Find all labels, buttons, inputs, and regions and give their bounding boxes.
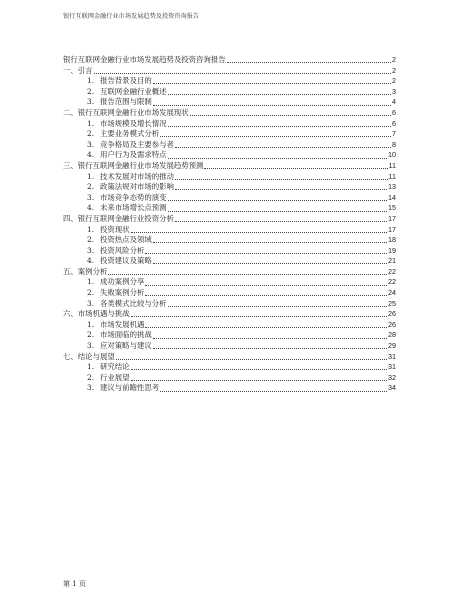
toc-dot-leader (227, 62, 391, 63)
toc-entry-page-number: 8 (392, 139, 396, 149)
toc-entry-title: 失败案例分析 (100, 288, 145, 298)
toc-subsection-entry[interactable] (63, 150, 396, 161)
toc-entry-title: 一、引言 (63, 65, 93, 75)
toc-subsection-entry[interactable] (63, 87, 396, 98)
toc-entry-title: 研究结论 (100, 362, 130, 372)
toc-entry-page-number: 4 (392, 97, 396, 107)
toc-section-entry[interactable] (63, 267, 396, 278)
toc-entry-number: 1. (87, 224, 95, 234)
toc-dot-leader (168, 94, 391, 95)
toc-dot-leader (145, 327, 387, 328)
toc-entry-page-number: 17 (388, 224, 396, 234)
toc-entry-page-number: 10 (388, 150, 396, 160)
toc-dot-leader (108, 274, 387, 275)
toc-entry-number: 2. (87, 288, 95, 298)
toc-dot-leader (145, 285, 387, 286)
toc-entry-page-number: 17 (388, 213, 396, 223)
toc-dot-leader (153, 263, 387, 264)
toc-entry-title: 各类模式比较与分析 (100, 298, 167, 308)
toc-dot-leader (168, 126, 391, 127)
toc-entry-number: 1. (87, 118, 95, 128)
toc-dot-leader (204, 168, 387, 169)
toc-subsection-entry[interactable] (63, 341, 396, 352)
toc-entry-number: 4. (87, 150, 95, 160)
toc-entry-title: 竞争格局及主要参与者 (100, 139, 174, 149)
toc-entry-number: 1. (87, 277, 95, 287)
toc-entry-number: 2. (87, 129, 95, 139)
toc-entry-number: 2. (87, 330, 95, 340)
toc-entry-title: 未来市场增长点预测 (100, 203, 167, 213)
toc-entry-title: 主要业务模式分析 (100, 129, 160, 139)
toc-section-entry[interactable] (63, 66, 396, 77)
toc-entry-title: 投资热点及领域 (100, 235, 152, 245)
toc-entry-title: 报告范围与限制 (100, 97, 152, 107)
toc-dot-leader (175, 221, 387, 222)
running-header: 银行互联网金融行业市场发展趋势及投资咨询报告 (63, 13, 200, 20)
toc-entry-title: 三、银行互联网金融行业市场发展趋势预测 (63, 160, 204, 170)
toc-entry-page-number: 31 (388, 351, 396, 361)
toc-dot-leader (190, 115, 391, 116)
toc-entry-page-number: 24 (388, 288, 396, 298)
toc-entry-page-number: 6 (392, 107, 396, 117)
toc-entry-page-number: 26 (388, 319, 396, 329)
toc-entry-page-number: 11 (388, 160, 396, 170)
toc-entry-number: 4. (87, 203, 95, 213)
toc-entry-number: 3. (87, 139, 95, 149)
toc-section-entry[interactable] (63, 309, 396, 320)
toc-dot-leader (160, 391, 387, 392)
toc-entry-page-number: 22 (388, 277, 396, 287)
toc-entry-page-number: 2 (392, 76, 396, 86)
toc-dot-leader (131, 369, 387, 370)
toc-entry-title: 五、案例分析 (63, 266, 108, 276)
toc-entry-number: 1. (87, 171, 95, 181)
toc-entry-page-number: 18 (388, 235, 396, 245)
toc-entry-title: 七、结论与展望 (63, 351, 115, 361)
toc-entry-page-number: 26 (388, 309, 396, 319)
toc-entry-number: 3. (87, 383, 95, 393)
toc-dot-leader (116, 359, 387, 360)
toc-subsection-entry[interactable] (63, 225, 396, 236)
toc-entry-number: 4. (87, 256, 95, 266)
toc-entry-title: 应对策略与建议 (100, 341, 152, 351)
toc-entry-page-number: 21 (388, 256, 396, 266)
toc-dot-leader (175, 189, 387, 190)
toc-entry-number: 3. (87, 298, 95, 308)
toc-dot-leader (153, 338, 387, 339)
toc-dot-leader (145, 253, 387, 254)
toc-dot-leader (175, 147, 391, 148)
toc-entry-page-number: 32 (388, 372, 396, 382)
toc-subsection-entry[interactable] (63, 129, 396, 140)
toc-entry-number: 1. (87, 362, 95, 372)
toc-entry-number: 3. (87, 341, 95, 351)
toc-entry-page-number: 22 (388, 266, 396, 276)
toc-entry-title: 政策法规对市场的影响 (100, 182, 174, 192)
toc-entry-title: 市场面临的挑战 (100, 330, 152, 340)
toc-entry-title: 投资建议及策略 (100, 256, 152, 266)
toc-entry-page-number: 7 (392, 129, 396, 139)
toc-title-entry[interactable] (63, 55, 396, 66)
toc-subsection-entry[interactable] (63, 182, 396, 193)
toc-subsection-entry[interactable] (63, 235, 396, 246)
toc-dot-leader (175, 179, 388, 180)
table-of-contents (63, 55, 396, 394)
toc-subsection-entry[interactable] (63, 246, 396, 257)
toc-dot-leader (145, 295, 387, 296)
toc-subsection-entry[interactable] (63, 76, 396, 87)
toc-entry-page-number: 13 (388, 182, 396, 192)
toc-entry-title: 报告背景及目的 (100, 76, 152, 86)
toc-entry-page-number: 29 (388, 341, 396, 351)
toc-dot-leader (168, 211, 387, 212)
toc-entry-title: 互联网金融行业概述 (100, 86, 167, 96)
toc-entry-number: 3. (87, 245, 95, 255)
toc-subsection-entry[interactable] (63, 172, 396, 183)
toc-subsection-entry[interactable] (63, 119, 396, 130)
toc-dot-leader (160, 136, 391, 137)
toc-entry-page-number: 14 (388, 192, 396, 202)
toc-dot-leader (153, 105, 391, 106)
toc-entry-page-number: 2 (392, 55, 396, 64)
toc-entry-number: 3. (87, 97, 95, 107)
toc-dot-leader (131, 316, 387, 317)
toc-subsection-entry[interactable] (63, 362, 396, 373)
toc-dot-leader (94, 73, 391, 74)
toc-entry-page-number: 15 (388, 203, 396, 213)
toc-entry-title: 投资风险分析 (100, 245, 145, 255)
toc-subsection-entry[interactable] (63, 277, 396, 288)
toc-entry-page-number: 2 (392, 65, 396, 75)
toc-subsection-entry[interactable] (63, 97, 396, 108)
toc-dot-leader (168, 200, 387, 201)
toc-section-entry[interactable] (63, 161, 396, 172)
toc-entry-number: 1. (87, 319, 95, 329)
toc-entry-page-number: 19 (388, 245, 396, 255)
toc-dot-leader (153, 348, 387, 349)
toc-entry-page-number: 6 (392, 118, 396, 128)
toc-entry-number: 2. (87, 86, 95, 96)
toc-subsection-entry[interactable] (63, 288, 396, 299)
toc-subsection-entry[interactable] (63, 193, 396, 204)
toc-entry-number: 2. (87, 182, 95, 192)
toc-dot-leader (131, 232, 387, 233)
toc-subsection-entry[interactable] (63, 140, 396, 151)
toc-entry-page-number: 34 (388, 383, 396, 393)
toc-subsection-entry[interactable] (63, 383, 396, 394)
toc-entry-number: 2. (87, 235, 95, 245)
toc-dot-leader (168, 306, 387, 307)
toc-entry-title: 六、市场机遇与挑战 (63, 309, 130, 319)
toc-dot-leader (153, 83, 391, 84)
toc-entry-title: 用户行为及需求特点 (100, 150, 167, 160)
toc-subsection-entry[interactable] (63, 373, 396, 384)
toc-dot-leader (168, 158, 387, 159)
page-number-footer: 第 1 页 (63, 580, 86, 588)
toc-entry-page-number: 28 (388, 330, 396, 340)
toc-entry-title: 市场竞争态势的演变 (100, 192, 167, 202)
toc-section-entry[interactable] (63, 352, 396, 363)
toc-entry-title: 银行互联网金融行业市场发展趋势及投资咨询报告 (63, 55, 226, 64)
toc-entry-page-number: 3 (392, 86, 396, 96)
toc-entry-title: 成功案例分享 (100, 277, 145, 287)
toc-entry-title: 四、银行互联网金融行业投资分析 (63, 213, 174, 223)
toc-entry-number: 2. (87, 372, 95, 382)
toc-entry-title: 技术发展对市场的推动 (100, 171, 174, 181)
toc-section-entry[interactable] (63, 214, 396, 225)
toc-entry-page-number: 11 (388, 171, 396, 181)
toc-subsection-entry[interactable] (63, 203, 396, 214)
toc-entry-title: 市场规模及增长情况 (100, 118, 167, 128)
toc-entry-number: 3. (87, 192, 95, 202)
toc-entry-title: 市场发展机遇 (100, 319, 145, 329)
toc-entry-page-number: 25 (388, 298, 396, 308)
toc-subsection-entry[interactable] (63, 330, 396, 341)
toc-dot-leader (131, 380, 387, 381)
toc-subsection-entry[interactable] (63, 320, 396, 331)
toc-entry-number: 1. (87, 76, 95, 86)
toc-subsection-entry[interactable] (63, 299, 396, 310)
toc-subsection-entry[interactable] (63, 256, 396, 267)
toc-entry-title: 二、银行互联网金融行业市场发展现状 (63, 107, 189, 117)
toc-section-entry[interactable] (63, 108, 396, 119)
toc-entry-title: 行业展望 (100, 372, 130, 382)
toc-entry-title: 建议与前瞻性思考 (100, 383, 160, 393)
toc-entry-page-number: 31 (388, 362, 396, 372)
toc-dot-leader (153, 242, 387, 243)
toc-entry-title: 投资现状 (100, 224, 130, 234)
